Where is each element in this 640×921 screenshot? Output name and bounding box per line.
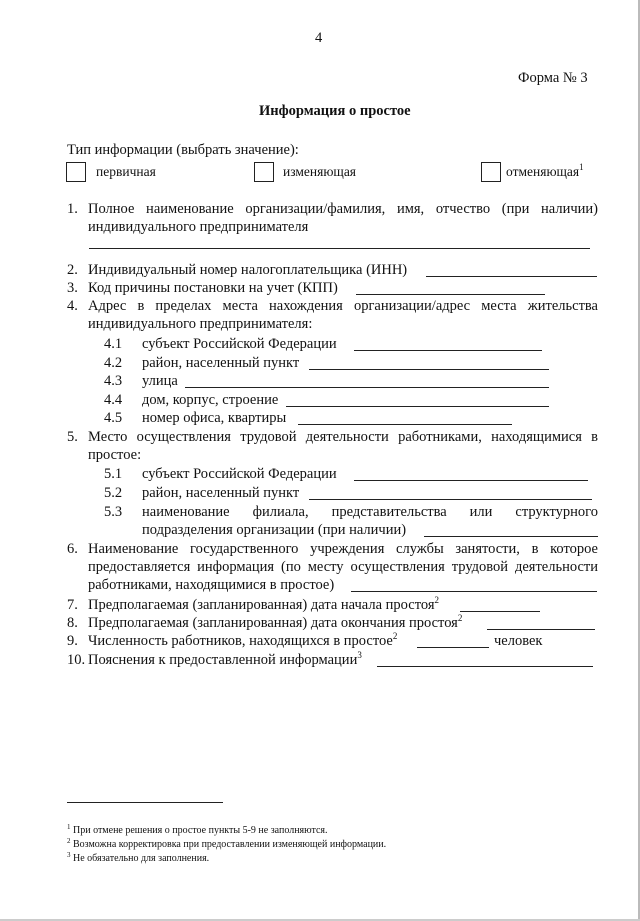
address-locality-field[interactable]	[309, 369, 549, 370]
item-4-4-number: 4.4	[104, 392, 123, 408]
item-5-text-line1: Место осуществления трудовой деятельности работниками, находящимися в	[88, 429, 598, 445]
downtime-end-field[interactable]	[487, 629, 595, 630]
work-region-field[interactable]	[354, 480, 588, 481]
option-changing-label: изменяющая	[283, 164, 357, 179]
downtime-start-field[interactable]	[460, 611, 540, 612]
item-6-text-line1: Наименование государственного учреждения службы занятости, в которое	[88, 541, 598, 557]
address-office-field[interactable]	[298, 424, 512, 425]
footnote-2: $^2$ Возможна корректировка при предоставлении изменяющей информации.	[67, 837, 387, 850]
item-7-number: 7.	[67, 597, 78, 613]
item-5-3-text-line1: наименование филиала, представительства или структурного	[142, 504, 598, 520]
comments-field[interactable]	[377, 666, 593, 667]
option-cancelling-label: отменяющая$^1$	[506, 162, 584, 179]
item-1-number: 1.	[67, 201, 78, 217]
item-4-text-line1: Адрес в пределах места нахождения организации/адрес места жительства	[88, 298, 598, 314]
item-6-text-line3: работниками, находящимися в простое)	[88, 577, 335, 593]
form-label: Форма № 3	[518, 70, 588, 86]
info-type-prompt: Тип информации (выбрать значение):	[67, 142, 299, 158]
item-4-text-line2: индивидуального предпринимателя:	[88, 316, 313, 332]
item-4-1-number: 4.1	[104, 336, 123, 352]
item-4-4-label: дом, корпус, строение	[142, 392, 279, 408]
item-5-number: 5.	[67, 429, 78, 445]
item-9-label: Численность работников, находящихся в простое$^2$	[88, 631, 398, 649]
item-5-2-label: район, населенный пункт	[142, 485, 300, 501]
item-5-2-number: 5.2	[104, 485, 123, 501]
item-4-5-label: номер офиса, квартиры	[142, 410, 287, 426]
footnote-1: $^1$ При отмене решения о простое пункты 5-9 не заполняются.	[67, 823, 328, 836]
checkbox-cancelling[interactable]	[481, 162, 501, 182]
address-building-field[interactable]	[286, 406, 549, 407]
item-2-number: 2.	[67, 262, 78, 278]
item-4-2-label: район, населенный пункт	[142, 355, 300, 371]
address-street-field[interactable]	[185, 387, 549, 388]
work-branch-field[interactable]	[424, 536, 598, 537]
checkbox-primary[interactable]	[66, 162, 86, 182]
item-6-text-line2: предоставляется информация (по месту осуществления трудовой деятельности	[88, 559, 598, 575]
item-1-text-line1: Полное наименование организации/фамилия, имя, отчество (при наличии)	[88, 201, 598, 217]
page-number: 4	[315, 30, 323, 46]
employee-count-field[interactable]	[417, 647, 489, 648]
address-region-field[interactable]	[354, 350, 542, 351]
item-4-5-number: 4.5	[104, 410, 123, 426]
item-5-3-text-line2: подразделения организации (при наличии)	[142, 522, 407, 538]
employment-service-field[interactable]	[351, 591, 597, 592]
item-2-label: Индивидуальный номер налогоплательщика (ИНН)	[88, 262, 408, 278]
item-4-2-number: 4.2	[104, 355, 123, 371]
item-3-label: Код причины постановки на учет (КПП)	[88, 280, 338, 296]
item-10-number: 10.	[67, 652, 86, 668]
item-3-number: 3.	[67, 280, 78, 296]
item-5-1-label: субъект Российской Федерации	[142, 466, 337, 482]
footnote-separator	[67, 802, 223, 803]
page-title: Информация о простое	[259, 103, 411, 119]
work-locality-field[interactable]	[309, 499, 592, 500]
item-5-1-number: 5.1	[104, 466, 123, 482]
item-8-number: 8.	[67, 615, 78, 631]
item-1-text-line2: индивидуального предпринимателя	[88, 219, 309, 235]
item-8-label: Предполагаемая (запланированная) дата окончания простоя$^2$	[88, 613, 463, 631]
item-4-number: 4.	[67, 298, 78, 314]
item-5-3-number: 5.3	[104, 504, 123, 520]
item-4-3-label: улица	[142, 373, 178, 389]
checkbox-changing[interactable]	[254, 162, 274, 182]
item-5-text-line2: простое:	[88, 447, 142, 463]
item-1-field[interactable]	[89, 248, 590, 249]
item-10-label: Пояснения к предоставленной информации$^3$	[88, 650, 362, 668]
footnote-3: $^3$ Не обязательно для заполнения.	[67, 851, 210, 864]
item-7-label: Предполагаемая (запланированная) дата начала простоя$^2$	[88, 595, 440, 613]
item-9-number: 9.	[67, 633, 78, 649]
kpp-field[interactable]	[356, 294, 545, 295]
item-4-1-label: субъект Российской Федерации	[142, 336, 337, 352]
employee-count-unit: человек	[494, 633, 543, 649]
option-primary-label: первичная	[96, 164, 156, 179]
inn-field[interactable]	[426, 276, 597, 277]
item-6-number: 6.	[67, 541, 78, 557]
item-4-3-number: 4.3	[104, 373, 123, 389]
